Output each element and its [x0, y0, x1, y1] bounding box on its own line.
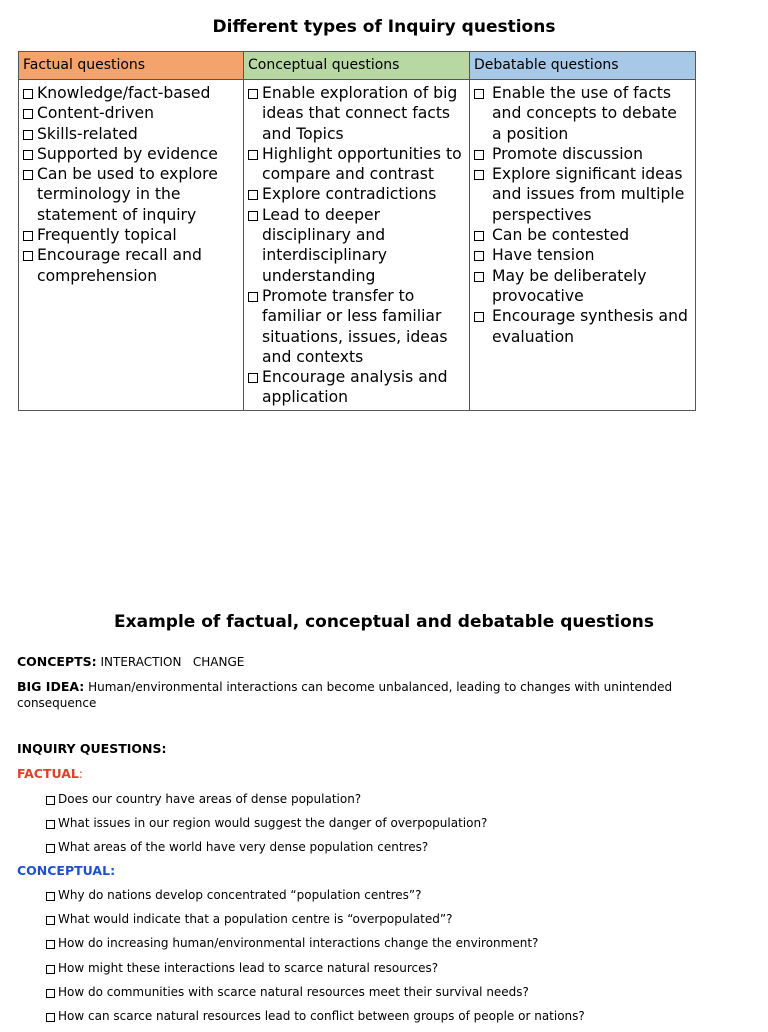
checkbox-outline-icon [46, 989, 55, 998]
factual-label: FACTUAL [17, 766, 79, 781]
checkbox-outline-icon [248, 150, 258, 160]
list-item: Does our country have areas of dense population? [46, 791, 487, 815]
checkbox-outline-icon [248, 373, 258, 383]
header-debatable: Debatable questions [470, 52, 696, 80]
list-item: Can be used to explore terminology in the statement of inquiry [23, 164, 239, 225]
list-item: Explore contradictions [248, 184, 465, 204]
checkbox-outline-icon [474, 150, 484, 160]
factual-cell [19, 80, 244, 411]
list-item: Enable the use of facts and concepts to debate a position [474, 83, 691, 144]
conceptual-list [248, 83, 465, 408]
checkbox-outline-icon [46, 916, 55, 925]
big-idea-value: Human/environmental interactions can become unbalanced, leading to changes with unintended consequence [17, 680, 673, 710]
checkbox-outline-icon [23, 109, 33, 119]
checkbox-outline-icon [46, 820, 55, 829]
checkbox-outline-icon [46, 940, 55, 949]
list-item: Lead to deeper disciplinary and interdisciplinary understanding [248, 205, 465, 286]
list-item: Encourage recall and comprehension [23, 245, 239, 286]
factual-questions-list [46, 791, 487, 864]
checkbox-outline-icon [46, 1013, 55, 1022]
conceptual-cell [244, 80, 470, 411]
inquiry-questions-label: INQUIRY QUESTIONS: [17, 741, 167, 756]
list-item: What issues in our region would suggest the danger of overpopulation? [46, 815, 487, 839]
list-item: How might these interactions lead to scarce natural resources? [46, 960, 585, 984]
header-conceptual: Conceptual questions [244, 52, 470, 80]
list-item: Content-driven [23, 103, 239, 123]
checkbox-outline-icon [46, 965, 55, 974]
list-item: Explore significant ideas and issues from multiple perspectives [474, 164, 691, 225]
list-item: Supported by evidence [23, 144, 239, 164]
conceptual-label: CONCEPTUAL: [17, 863, 116, 878]
checkbox-outline-icon [46, 844, 55, 853]
conceptual-questions-list [46, 887, 585, 1032]
list-item: Highlight opportunities to compare and contrast [248, 144, 465, 185]
list-item: How do increasing human/environmental interactions change the environment? [46, 935, 585, 959]
debatable-cell [470, 80, 696, 411]
list-item: Why do nations develop concentrated “population centres”? [46, 887, 585, 911]
list-item: Encourage synthesis and evaluation [474, 306, 691, 347]
list-item: Encourage analysis and application [248, 367, 465, 408]
checkbox-outline-icon [474, 272, 484, 282]
list-item: Skills-related [23, 124, 239, 144]
checkbox-outline-icon [248, 190, 258, 200]
checkbox-outline-icon [248, 292, 258, 302]
header-factual: Factual questions [19, 52, 244, 80]
checkbox-outline-icon [474, 170, 484, 180]
list-item: What would indicate that a population centre is “overpopulated”? [46, 911, 585, 935]
factual-heading [17, 766, 83, 781]
factual-list [23, 83, 239, 286]
concepts-label: CONCEPTS: [17, 654, 97, 669]
list-item: Promote discussion [474, 144, 691, 164]
debatable-list [474, 83, 691, 347]
list-item: Knowledge/fact-based [23, 83, 239, 103]
checkbox-outline-icon [248, 89, 258, 99]
checkbox-outline-icon [23, 150, 33, 160]
list-item: Promote transfer to familiar or less familiar situations, issues, ideas and contexts [248, 286, 465, 367]
list-item: Frequently topical [23, 225, 239, 245]
checkbox-outline-icon [23, 130, 33, 140]
checkbox-outline-icon [248, 211, 258, 221]
checkbox-outline-icon [23, 170, 33, 180]
checkbox-outline-icon [46, 892, 55, 901]
list-item: What areas of the world have very dense population centres? [46, 839, 487, 863]
concepts-value: INTERACTION CHANGE [100, 655, 245, 669]
checkbox-outline-icon [474, 312, 484, 322]
big-idea-label: BIG IDEA: [17, 679, 85, 694]
checkbox-outline-icon [46, 796, 55, 805]
factual-colon: : [78, 767, 83, 781]
list-item: How can scarce natural resources lead to conflict between groups of people or nations? [46, 1008, 585, 1032]
list-item: Can be contested [474, 225, 691, 245]
big-idea-line [17, 679, 707, 711]
checkbox-outline-icon [23, 251, 33, 261]
example-title: Example of factual, conceptual and debatable questions [114, 612, 654, 632]
table-title: Different types of Inquiry questions [212, 17, 556, 37]
checkbox-outline-icon [474, 89, 484, 99]
inquiry-types-table [18, 51, 696, 411]
checkbox-outline-icon [474, 231, 484, 241]
checkbox-outline-icon [23, 231, 33, 241]
checkbox-outline-icon [23, 89, 33, 99]
checkbox-outline-icon [474, 251, 484, 261]
list-item: How do communities with scarce natural resources meet their survival needs? [46, 984, 585, 1008]
list-item: May be deliberately provocative [474, 266, 691, 307]
list-item: Enable exploration of big ideas that connect facts and Topics [248, 83, 465, 144]
list-item: Have tension [474, 245, 691, 265]
concepts-line [17, 654, 244, 669]
